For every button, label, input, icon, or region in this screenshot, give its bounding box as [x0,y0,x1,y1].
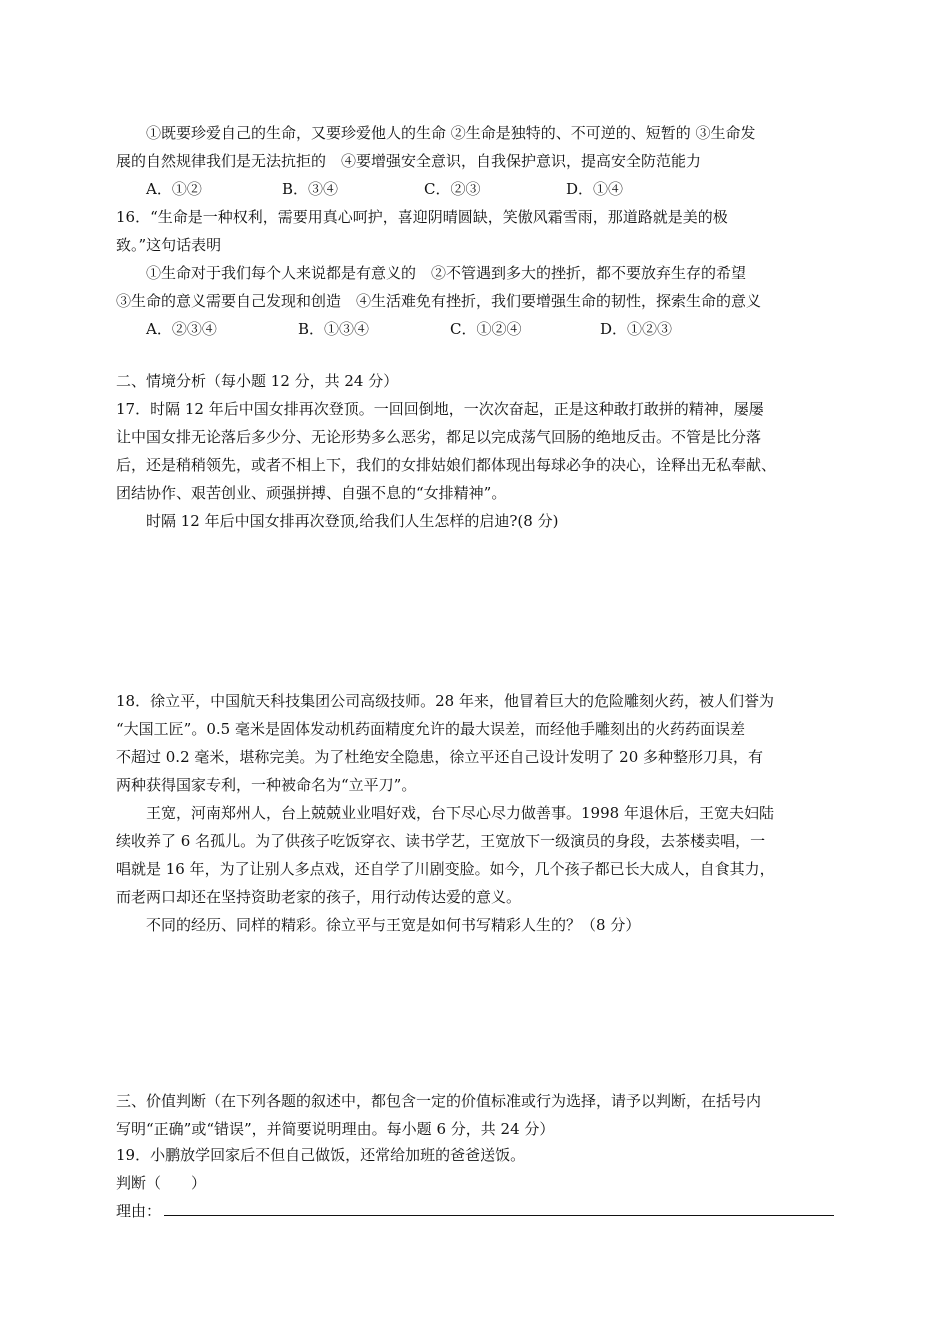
q15-statement-line-2: 展的自然规律我们是无法抗拒的 ④要增强安全意识，自我保护意识，提高安全防范能力 [116,152,702,170]
q18-line-1: 18．徐立平，中国航天科技集团公司高级技师。28 年来，他冒着巨大的危险雕刻火药，被人们誉为 [116,692,774,710]
q15-option-b: B．③④ [282,180,339,198]
q17-line-2: 让中国女排无论落后多少分、无论形势多么恶劣，都足以完成荡气回肠的绝地反击。不管是比分落 [116,428,762,446]
q18-line-4: 两种获得国家专利，一种被命名为“立平刀”。 [116,776,417,794]
q19-judge: 判断（ ） [116,1174,207,1192]
q19-text: 19．小鹏放学回家后不但自己做饭，还常给加班的爸爸送饭。 [116,1146,526,1164]
q16-option-c: C．①②④ [450,320,522,338]
q16-option-b: B．①③④ [298,320,370,338]
q16-statement-line-1: ①生命对于我们每个人来说都是有意义的 ②不管遇到多大的挫折，都不要放弃生存的希望 [146,264,747,282]
q16-stem-line-2: 致。”这句话表明 [116,236,222,254]
section3-heading-line-1: 三、价值判断（在下列各题的叙述中，都包含一定的价值标准或行为选择，请予以判断，在括号内 [116,1092,762,1110]
q17-line-4: 团结协作、艰苦创业、顽强拼搏、自强不息的“女排精神”。 [116,484,507,502]
section2-heading: 二、情境分析（每小题 12 分，共 24 分） [116,372,399,390]
q15-option-c: C．②③ [424,180,481,198]
q19-reason-label: 理由： [116,1202,162,1220]
section3-heading-line-2: 写明“正确”或“错误”，并简要说明理由。每小题 6 分，共 24 分） [116,1120,555,1138]
q16-option-d: D．①②③ [600,320,673,338]
q17-line-1: 17．时隔 12 年后中国女排再次登顶。一回回倒地，一次次奋起，正是这种敢打敢拼的精神，屡屡 [116,400,764,418]
q17-line-3: 后，还是稍稍领先，或者不相上下，我们的女排姑娘们都体现出每球必争的决心，诠释出无私奉献、 [116,456,777,474]
q17-question: 时隔 12 年后中国女排再次登顶,给我们人生怎样的启迪?(8 分) [146,512,559,530]
q16-stem-line-1: 16．“生命是一种权利，需要用真心呵护，喜迎阴晴圆缺，笑傲风霜雪雨，那道路就是美的极 [116,208,728,226]
q18-line-6: 续收养了 6 名孤儿。为了供孩子吃饭穿衣、读书学艺，王宽放下一级演员的身段，去茶楼卖唱，一 [116,832,766,850]
q19-reason-answer-line[interactable] [164,1215,834,1216]
q18-line-5: 王宽，河南郑州人，台上兢兢业业唱好戏，台下尽心尽力做善事。1998 年退休后，王宽夫妇陆 [146,804,774,822]
q16-option-a: A．②③④ [146,320,217,338]
q15-option-d: D．①④ [566,180,624,198]
q18-line-2: “大国工匠”。0.5 毫米是固体发动机药面精度允许的最大误差，而经他手雕刻出的火药药面误差 [116,720,745,738]
q18-line-3: 不超过 0.2 毫米，堪称完美。为了杜绝安全隐患，徐立平还自己设计发明了 20 多种整形刀具，有 [116,748,764,766]
q16-statement-line-2: ③生命的意义需要自己发现和创造 ④生活难免有挫折，我们要增强生命的韧性，探索生命的意义 [116,292,762,310]
q15-statement-line-1: ①既要珍爱自己的生命，又要珍爱他人的生命 ②生命是独特的、不可逆的、短暂的 ③生命发 [146,124,756,142]
q18-line-8: 而老两口却还在坚持资助老家的孩子，用行动传达爱的意义。 [116,888,522,906]
q15-option-a: A．①② [146,180,202,198]
q18-question: 不同的经历、同样的精彩。徐立平与王宽是如何书写精彩人生的？（8 分） [146,916,641,934]
q18-line-7: 唱就是 16 年，为了让别人多点戏，还自学了川剧变脸。如今，几个孩子都已长大成人，自食其力， [116,860,775,878]
